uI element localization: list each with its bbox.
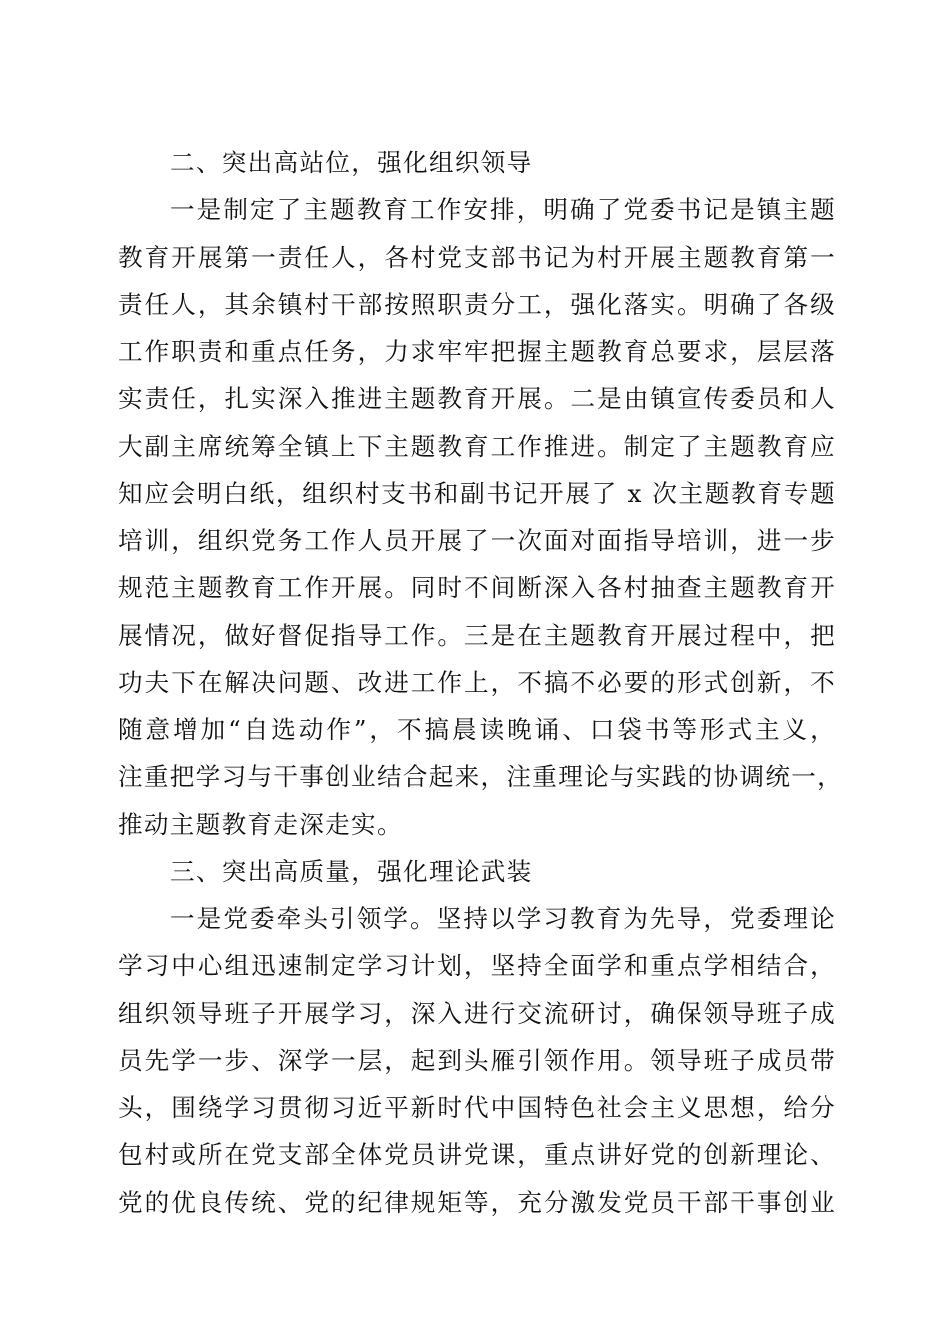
paragraph-line: 一是制定了主题教育工作安排，明确了党委书记是镇主题: [170, 195, 836, 225]
paragraph-line: 规范主题教育工作开展。同时不间断深入各村抽查主题教育开: [118, 573, 836, 603]
document-body: [118, 139, 844, 1226]
paragraph-line: 学习中心组迅速制定学习计划，坚持全面学和重点学相结合，: [118, 951, 836, 981]
paragraph-line: 工作职责和重点任务，力求牢牢把握主题教育总要求，层层落: [118, 337, 836, 366]
paragraph-line: 注重把学习与干事创业结合起来，注重理论与实践的协调统一，: [118, 762, 844, 792]
section-2-paragraph: [118, 186, 844, 848]
paragraph-line: 党的优良传统、党的纪律规矩等，充分激发党员干部干事创业: [118, 1187, 836, 1217]
paragraph-line: 展情况，做好督促指导工作。三是在主题教育开展过程中，把: [118, 620, 836, 650]
paragraph-line: 责任人，其余镇村干部按照职责分工，强化落实。明确了各级: [118, 289, 836, 319]
paragraph-line: 知应会明白纸，组织村支书和副书记开展了 x 次主题教育专题: [118, 478, 836, 508]
paragraph-line: 组织领导班子开展学习，深入进行交流研讨，确保领导班子成: [118, 998, 836, 1028]
section-heading-2: 二、突出高站位，强化组织领导: [170, 148, 533, 177]
paragraph-line: 大副主席统筹全镇上下主题教育工作推进。制定了主题教育应: [118, 431, 836, 461]
paragraph-line: 教育开展第一责任人，各村党支部书记为村开展主题教育第一: [118, 242, 836, 272]
paragraph-line: 一是党委牵头引领学。坚持以学习教育为先导，党委理论: [170, 904, 836, 933]
paragraph-line: 实责任，扎实深入推进主题教育开展。二是由镇宣传委员和人: [118, 384, 836, 414]
paragraph-line: 头，围绕学习贯彻习近平新时代中国特色社会主义思想，给分: [118, 1093, 836, 1122]
section-heading-3: 三、突出高质量，强化理论武装: [170, 856, 533, 886]
paragraph-line: 包村或所在党支部全体党员讲党课，重点讲好党的创新理论、: [118, 1140, 836, 1170]
paragraph-line: 培训，组织党务工作人员开展了一次面对面指导培训，进一步: [118, 526, 836, 555]
paragraph-line: 功夫下在解决问题、改进工作上，不搞不必要的形式创新，不: [118, 667, 836, 697]
paragraph-line: 随意增加“自选动作”，不搞晨读晚诵、口袋书等形式主义，: [118, 715, 836, 744]
paragraph-line-last: 推动主题教育走深走实。: [118, 809, 403, 839]
paragraph-line: 员先学一步、深学一层，起到头雁引领作用。领导班子成员带: [118, 1045, 836, 1075]
section-3-paragraph: [118, 895, 836, 1226]
